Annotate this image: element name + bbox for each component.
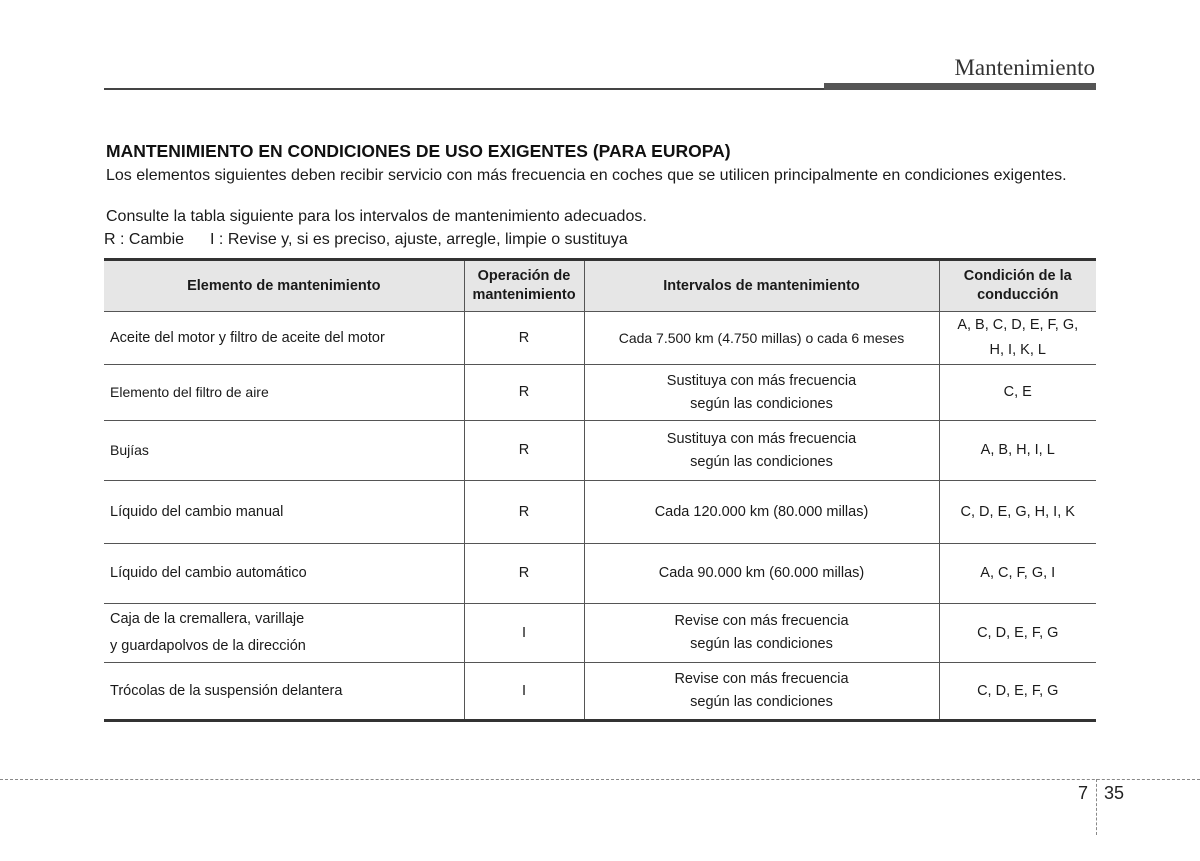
- row-item: Aceite del motor y filtro de aceite del motor: [104, 312, 464, 365]
- row-condition: A, B, C, D, E, F, G, H, I, K, L: [939, 312, 1096, 365]
- row-interval: Sustituya con más frecuencia según las condiciones: [584, 365, 939, 421]
- row-interval: Cada 120.000 km (80.000 millas): [584, 481, 939, 544]
- row-operation: I: [464, 604, 584, 663]
- table-header-row: [104, 260, 1096, 312]
- row-condition: C, D, E, F, G: [939, 604, 1096, 663]
- row-condition: C, D, E, F, G: [939, 663, 1096, 721]
- header-rule-accent: [824, 83, 1096, 90]
- row-interval: Revise con más frecuencia según las condiciones: [584, 663, 939, 721]
- chapter-number: 7: [1078, 783, 1089, 803]
- row-operation: I: [464, 663, 584, 721]
- row-interval: Sustituya con más frecuencia según las condiciones: [584, 421, 939, 481]
- row-item: Líquido del cambio automático: [104, 544, 464, 604]
- legend-inspect: I : Revise y, si es preciso, ajuste, arregle, limpie o sustituya: [210, 231, 628, 248]
- header-operation: Operación de mantenimiento: [464, 260, 584, 312]
- table-row: [104, 365, 1096, 421]
- row-operation: R: [464, 365, 584, 421]
- table-row: [104, 421, 1096, 481]
- page-heading: MANTENIMIENTO EN CONDICIONES DE USO EXIGENTES (PARA EUROPA): [106, 141, 731, 161]
- table-row: [104, 481, 1096, 544]
- intro-table-note: Consulte la tabla siguiente para los intervalos de mantenimiento adecuados.: [106, 208, 647, 225]
- footer-divider: [0, 779, 1200, 780]
- table-row: [104, 663, 1096, 721]
- row-interval: Revise con más frecuencia según las condiciones: [584, 604, 939, 663]
- intro-paragraph: Los elementos siguientes deben recibir servicio con más frecuencia en coches que se utilicen principalmente en condiciones exigentes.: [106, 167, 1067, 184]
- row-item: Elemento del filtro de aire: [104, 365, 464, 421]
- row-item: Trócolas de la suspensión delantera: [104, 663, 464, 721]
- row-item: Bujías: [104, 421, 464, 481]
- table-row: [104, 604, 1096, 663]
- page-number: 35: [1104, 783, 1125, 803]
- footer-page-separator: [1096, 779, 1097, 835]
- row-operation: R: [464, 312, 584, 365]
- row-condition: C, D, E, G, H, I, K: [939, 481, 1096, 544]
- row-condition: A, C, F, G, I: [939, 544, 1096, 604]
- section-title: Mantenimiento: [954, 55, 1095, 80]
- row-interval: Cada 7.500 km (4.750 millas) o cada 6 meses: [584, 312, 939, 365]
- table-row: [104, 312, 1096, 365]
- row-operation: R: [464, 421, 584, 481]
- row-item: Líquido del cambio manual: [104, 481, 464, 544]
- header-rule: [104, 88, 824, 90]
- header-item: Elemento de mantenimiento: [104, 260, 464, 312]
- maintenance-table: [104, 258, 1096, 722]
- row-condition: A, B, H, I, L: [939, 421, 1096, 481]
- row-operation: R: [464, 544, 584, 604]
- row-operation: R: [464, 481, 584, 544]
- table-row: [104, 544, 1096, 604]
- row-condition: C, E: [939, 365, 1096, 421]
- row-interval: Cada 90.000 km (60.000 millas): [584, 544, 939, 604]
- operation-legend: [104, 230, 628, 250]
- header-interval: Intervalos de mantenimiento: [584, 260, 939, 312]
- header-condition: Condición de la conducción: [939, 260, 1096, 312]
- row-item: Caja de la cremallera, varillaje y guardapolvos de la dirección: [104, 604, 464, 663]
- legend-replace: R : Cambie: [104, 231, 185, 248]
